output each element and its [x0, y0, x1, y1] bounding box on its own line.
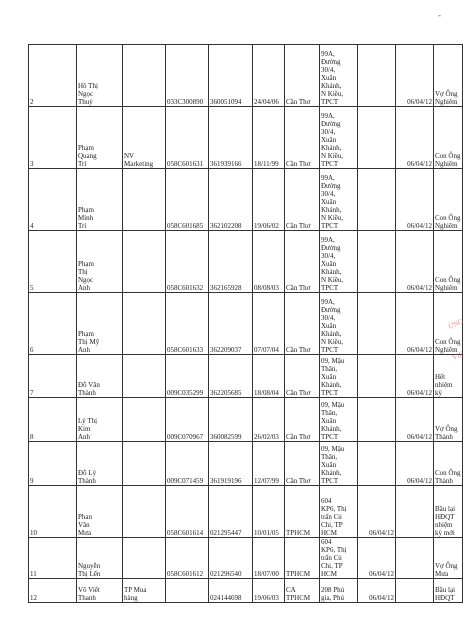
id-number-text: 021295447: [210, 529, 242, 537]
row-number-cell: [29, 231, 77, 293]
table-row: [29, 45, 463, 107]
date-removed-cell: [396, 579, 434, 603]
job-title-cell: [123, 398, 166, 442]
row-number-text: 9: [30, 477, 34, 485]
date-removed-text: 06/04/12: [407, 477, 432, 485]
date-removed-cell: [396, 169, 434, 231]
id-number-cell: [209, 169, 253, 231]
issue-place-cell: [285, 107, 320, 169]
issue-date-cell: [253, 355, 285, 398]
date-added-text: 06/04/12: [369, 594, 394, 602]
note-text: Vợ Ông Thành: [435, 425, 458, 441]
holder-code-cell: [166, 486, 209, 538]
job-title-cell: [123, 442, 166, 486]
row-number-text: 8: [30, 433, 34, 441]
note-text: Vợ Ông Mưa: [435, 562, 458, 578]
date-removed-cell: [396, 442, 434, 486]
date-added-cell: [358, 579, 396, 603]
id-number-cell: [209, 398, 253, 442]
address-cell: [320, 538, 358, 579]
address-text: 99A, Đường 30/4, Xuân Khánh, N Kiều, TPCT: [321, 112, 344, 168]
holder-name-text: Phạm Minh Trí: [78, 206, 94, 230]
note-cell: [434, 45, 463, 107]
date-added-text: 06/04/12: [369, 529, 394, 537]
date-removed-cell: [396, 293, 434, 355]
holder-name-text: Võ Viết Thanh: [78, 586, 100, 602]
date-added-cell: [358, 293, 396, 355]
issue-date-text: 18/08/04: [254, 389, 279, 397]
holder-name-text: Lý Thị Kim Anh: [78, 417, 98, 441]
issue-place-text: Cần Thơ: [286, 433, 311, 441]
issue-date-cell: [253, 538, 285, 579]
job-title-cell: [123, 355, 166, 398]
issue-place-text: Cần Thơ: [286, 222, 311, 230]
id-number-text: 362205685: [210, 389, 242, 397]
date-removed-text: 06/04/12: [407, 98, 432, 106]
id-number-text: 360082599: [210, 433, 242, 441]
date-added-cell: [358, 169, 396, 231]
address-cell: [320, 486, 358, 538]
stamp-fragment: VIE: [450, 349, 465, 363]
note-cell: [434, 107, 463, 169]
issue-date-text: 10/01/05: [254, 529, 279, 537]
table-row: [29, 442, 463, 486]
id-number-cell: [209, 355, 253, 398]
issue-date-text: 24/04/06: [254, 98, 279, 106]
issue-place-text: Cần Thơ: [286, 477, 311, 485]
address-text: 09, Mậu Thân, Xuân Khánh, TPCT: [321, 445, 345, 485]
issue-place-text: TPHCM: [286, 570, 311, 578]
table-row: [29, 231, 463, 293]
holder-name-text: Phạm Quang Trí: [78, 144, 97, 168]
note-cell: [434, 538, 463, 579]
issue-place-cell: [285, 486, 320, 538]
note-cell: [434, 169, 463, 231]
row-number-cell: [29, 579, 77, 603]
job-title-cell: [123, 486, 166, 538]
holder-code-text: 058C601612: [167, 570, 204, 578]
page-mark: -: [438, 10, 441, 20]
holder-code-cell: [166, 398, 209, 442]
issue-date-cell: [253, 293, 285, 355]
id-number-cell: [209, 442, 253, 486]
holder-name-text: Hồ Thị Ngọc Thuỷ: [78, 82, 98, 106]
holder-code-cell: [166, 169, 209, 231]
issue-place-text: TPHCM: [286, 529, 311, 537]
job-title-cell: [123, 169, 166, 231]
row-number-cell: [29, 398, 77, 442]
job-title-cell: [123, 579, 166, 603]
id-number-text: 361919196: [210, 477, 242, 485]
issue-place-cell: [285, 398, 320, 442]
address-text: 99A, Đường 30/4, Xuân Khánh, N Kiều, TPCT: [321, 174, 344, 230]
address-text: 99A, Đường 30/4, Xuân Khánh, N Kiều, TPCT: [321, 236, 344, 292]
issue-date-cell: [253, 45, 285, 107]
holder-code-text: 058C601631: [167, 160, 204, 168]
address-cell: [320, 293, 358, 355]
address-cell: [320, 231, 358, 293]
note-text: Con Ông Nghiêm: [435, 152, 461, 168]
table-row: [29, 579, 463, 603]
issue-place-cell: [285, 231, 320, 293]
holder-name-text: Phan Văn Mưa: [78, 513, 92, 537]
issue-place-text: CA TPHCM: [286, 586, 311, 602]
note-cell: [434, 398, 463, 442]
holder-name-cell: [77, 538, 123, 579]
row-number-cell: [29, 538, 77, 579]
stamp-fragment: ỨNG: [447, 317, 465, 331]
issue-date-cell: [253, 169, 285, 231]
holder-name-cell: [77, 169, 123, 231]
issue-place-text: Cần Thơ: [286, 346, 311, 354]
address-text: 604 KP6, Thị trấn Củ Chi, TP HCM: [321, 497, 347, 537]
row-number-text: 4: [30, 222, 34, 230]
table-row: [29, 169, 463, 231]
row-number-cell: [29, 486, 77, 538]
note-text: Bầu lại HĐQT nhiệm kỳ mới: [435, 505, 456, 537]
holder-code-cell: [166, 107, 209, 169]
issue-date-cell: [253, 231, 285, 293]
row-number-text: 12: [30, 594, 37, 602]
holder-code-text: 033C300890: [167, 98, 204, 106]
date-removed-cell: [396, 398, 434, 442]
address-cell: [320, 442, 358, 486]
issue-place-text: Cần Thơ: [286, 284, 311, 292]
issue-date-cell: [253, 107, 285, 169]
issue-place-cell: [285, 442, 320, 486]
note-cell: [434, 442, 463, 486]
id-number-cell: [209, 538, 253, 579]
date-removed-cell: [396, 231, 434, 293]
date-removed-text: 06/04/12: [407, 284, 432, 292]
note-cell: [434, 231, 463, 293]
row-number-cell: [29, 169, 77, 231]
address-cell: [320, 355, 358, 398]
address-text: 604 KP6, Thị trấn Củ Chi, TP HCM: [321, 538, 347, 578]
issue-date-text: 08/08/03: [254, 284, 279, 292]
job-title-cell: [123, 293, 166, 355]
id-number-text: 361939166: [210, 160, 242, 168]
issue-place-cell: [285, 579, 320, 603]
holder-name-cell: [77, 486, 123, 538]
holder-code-cell: [166, 538, 209, 579]
holder-name-cell: [77, 398, 123, 442]
holder-code-text: 009C035299: [167, 389, 204, 397]
id-number-cell: [209, 486, 253, 538]
table-row: [29, 355, 463, 398]
id-number-cell: [209, 231, 253, 293]
issue-date-text: 18/07/00: [254, 570, 279, 578]
row-number-cell: [29, 355, 77, 398]
job-title-cell: [123, 45, 166, 107]
note-cell: [434, 486, 463, 538]
date-removed-cell: [396, 107, 434, 169]
issue-place-cell: [285, 538, 320, 579]
date-added-cell: [358, 398, 396, 442]
date-added-cell: [358, 355, 396, 398]
date-removed-text: 06/04/12: [407, 433, 432, 441]
note-text: Con Ông Thành: [435, 469, 461, 485]
date-removed-cell: [396, 355, 434, 398]
date-added-cell: [358, 45, 396, 107]
date-removed-text: 06/04/12: [407, 389, 432, 397]
holder-name-cell: [77, 107, 123, 169]
issue-date-cell: [253, 398, 285, 442]
holder-code-text: 058C601632: [167, 284, 204, 292]
holder-name-text: Đỗ Văn Thành: [78, 381, 100, 397]
row-number-text: 3: [30, 160, 34, 168]
address-text: 09, Mậu Thân, Xuân Khánh, TPCT: [321, 357, 345, 397]
holder-code-cell: [166, 442, 209, 486]
table-row: [29, 107, 463, 169]
id-number-cell: [209, 293, 253, 355]
address-text: 09, Mậu Thân, Xuân Khánh, TPCT: [321, 401, 345, 441]
table-body: [29, 45, 463, 603]
id-number-text: 362102208: [210, 222, 242, 230]
row-number-text: 7: [30, 389, 34, 397]
row-number-cell: [29, 442, 77, 486]
date-added-cell: [358, 231, 396, 293]
holder-code-text: 058C601633: [167, 346, 204, 354]
id-number-text: 362209037: [210, 346, 242, 354]
date-removed-cell: [396, 45, 434, 107]
date-added-cell: [358, 107, 396, 169]
date-added-text: 06/04/12: [369, 570, 394, 578]
date-removed-text: 06/04/12: [407, 160, 432, 168]
date-added-cell: [358, 442, 396, 486]
issue-date-text: 19/06/02: [254, 222, 279, 230]
id-number-cell: [209, 107, 253, 169]
holder-name-cell: [77, 231, 123, 293]
holder-name-cell: [77, 355, 123, 398]
job-title-text: NV Marketing: [124, 152, 154, 168]
holder-name-cell: [77, 579, 123, 603]
holder-code-cell: [166, 231, 209, 293]
date-added-cell: [358, 486, 396, 538]
issue-date-text: 19/06/03: [254, 594, 279, 602]
note-text: Bầu lại HĐQT: [435, 586, 456, 602]
id-number-text: 360051094: [210, 98, 242, 106]
issue-date-text: 18/11/99: [254, 160, 279, 168]
row-number-cell: [29, 45, 77, 107]
holder-name-cell: [77, 293, 123, 355]
issue-date-cell: [253, 442, 285, 486]
issue-date-text: 12/07/99: [254, 477, 279, 485]
issue-date-cell: [253, 486, 285, 538]
date-removed-text: 06/04/12: [407, 346, 432, 354]
holder-name-text: Đỗ Lý Thành: [78, 469, 97, 485]
row-number-text: 10: [30, 529, 37, 537]
id-number-text: 024144698: [210, 594, 242, 602]
address-cell: [320, 169, 358, 231]
date-removed-cell: [396, 538, 434, 579]
issue-date-text: 07/07/04: [254, 346, 279, 354]
address-cell: [320, 107, 358, 169]
job-title-cell: [123, 231, 166, 293]
issue-place-cell: [285, 293, 320, 355]
row-number-cell: [29, 107, 77, 169]
holder-code-cell: [166, 293, 209, 355]
address-text: 208 Phú gia, Phú: [321, 586, 345, 602]
holder-name-cell: [77, 442, 123, 486]
holder-code-cell: [166, 45, 209, 107]
table-row: [29, 293, 463, 355]
issue-date-text: 26/02/03: [254, 433, 279, 441]
job-title-cell: [123, 538, 166, 579]
holder-code-text: 009C071459: [167, 477, 204, 485]
date-removed-cell: [396, 486, 434, 538]
note-text: Vợ Ông Nghiêm: [435, 90, 458, 106]
holder-name-text: Phạm Thị Ngọc Anh: [78, 260, 94, 292]
note-text: Con Ông Nghiêm: [435, 338, 461, 354]
id-number-cell: [209, 45, 253, 107]
issue-date-cell: [253, 579, 285, 603]
holder-code-text: 058C601614: [167, 529, 204, 537]
holder-name-text: Phạm Thị Mỹ Anh: [78, 330, 100, 354]
issue-place-text: Cần Thơ: [286, 160, 311, 168]
holder-name-text: Nguyễn Thị Lến: [78, 562, 101, 578]
row-number-text: 2: [30, 98, 34, 106]
holder-code-cell: [166, 579, 209, 603]
issue-place-cell: [285, 169, 320, 231]
row-number-text: 6: [30, 346, 34, 354]
note-cell: [434, 355, 463, 398]
address-cell: [320, 579, 358, 603]
table-row: [29, 486, 463, 538]
row-number-cell: [29, 293, 77, 355]
note-text: Con Ông Nghiêm: [435, 214, 461, 230]
issue-place-text: Cần Thơ: [286, 389, 311, 397]
issue-place-text: Cần Thơ: [286, 98, 311, 106]
id-number-cell: [209, 579, 253, 603]
address-text: 99A, Đường 30/4, Xuân Khánh, N Kiều, TPCT: [321, 298, 344, 354]
id-number-text: 021296540: [210, 570, 242, 578]
table-row: [29, 538, 463, 579]
note-cell: [434, 579, 463, 603]
row-number-text: 11: [30, 570, 37, 578]
job-title-cell: [123, 107, 166, 169]
holder-code-cell: [166, 355, 209, 398]
table-row: [29, 398, 463, 442]
id-number-text: 362165928: [210, 284, 242, 292]
note-text: Con Ông Nghiêm: [435, 276, 461, 292]
issue-place-cell: [285, 355, 320, 398]
note-text: Hết nhiệm kỳ: [435, 373, 453, 397]
holder-name-cell: [77, 45, 123, 107]
date-added-cell: [358, 538, 396, 579]
address-cell: [320, 398, 358, 442]
address-text: 99A, Đường 30/4, Xuân Khánh, N Kiều, TPCT: [321, 50, 344, 106]
address-cell: [320, 45, 358, 107]
date-removed-text: 06/04/12: [407, 222, 432, 230]
holder-code-text: 058C601685: [167, 222, 204, 230]
job-title-text: TP Mua hàng: [124, 586, 147, 602]
shareholder-table: [28, 44, 463, 603]
issue-place-cell: [285, 45, 320, 107]
row-number-text: 5: [30, 284, 34, 292]
holder-code-text: 009C070967: [167, 433, 204, 441]
